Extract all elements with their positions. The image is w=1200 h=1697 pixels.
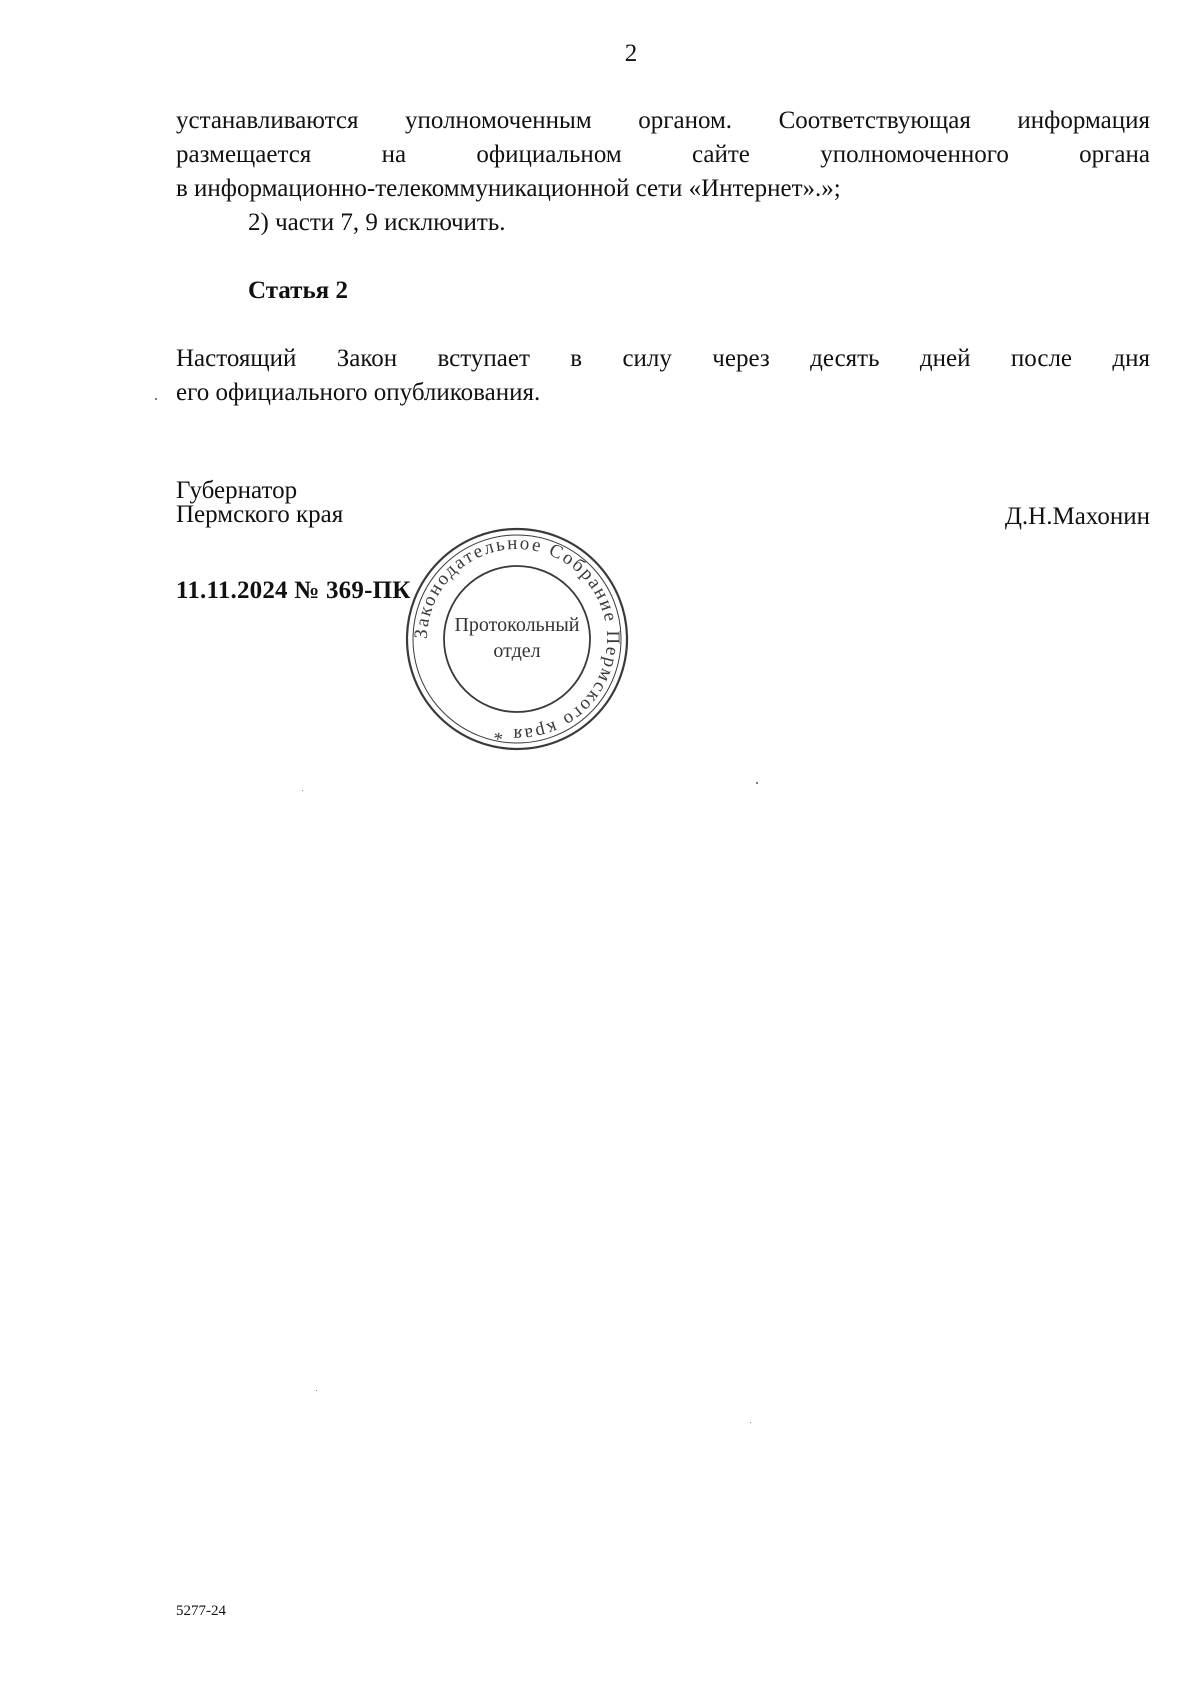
scan-speck (750, 1422, 751, 1423)
paragraph-line: Настоящий Закон вступает в силу через десять дней после дня (176, 345, 1150, 372)
signatory-name: Д.Н.Махонин (1004, 503, 1150, 530)
law-number-date: 11.11.2024 № 369-ПК (176, 577, 411, 604)
item-2: 2) части 7, 9 исключить. (248, 209, 506, 236)
paragraph-line: его официального опубликования. (176, 379, 541, 406)
article-heading: Статья 2 (248, 277, 348, 304)
signatory-title-line: Губернатор (176, 477, 298, 504)
paragraph-authority-info (176, 104, 1150, 206)
stamp-center-line: отдел (493, 640, 541, 662)
paragraph-line: размещается на официальном сайте уполномоченного органа (176, 141, 1150, 168)
scan-speck (155, 398, 157, 400)
stamp-ring-text: Законодательное Собрание Пермского края * (410, 532, 624, 746)
scan-speck (756, 782, 758, 784)
signatory-title (176, 479, 343, 527)
document-body (176, 104, 1150, 410)
official-stamp (402, 524, 632, 754)
paragraph-line: в информационно-телекоммуникационной сети «Интернет».»; (176, 175, 841, 202)
signatory-title-line: Пермского края (176, 501, 344, 528)
scan-speck (302, 790, 303, 791)
document-code: 5277-24 (176, 1603, 226, 1619)
stamp-center-line: Протокольный (454, 614, 580, 636)
paragraph-line: устанавливаются уполномоченным органом. Соответствующая информация (176, 107, 1150, 134)
paragraph-entry-into-force (176, 342, 1150, 410)
scan-speck (316, 1390, 317, 1391)
page-number: 2 (624, 40, 638, 67)
